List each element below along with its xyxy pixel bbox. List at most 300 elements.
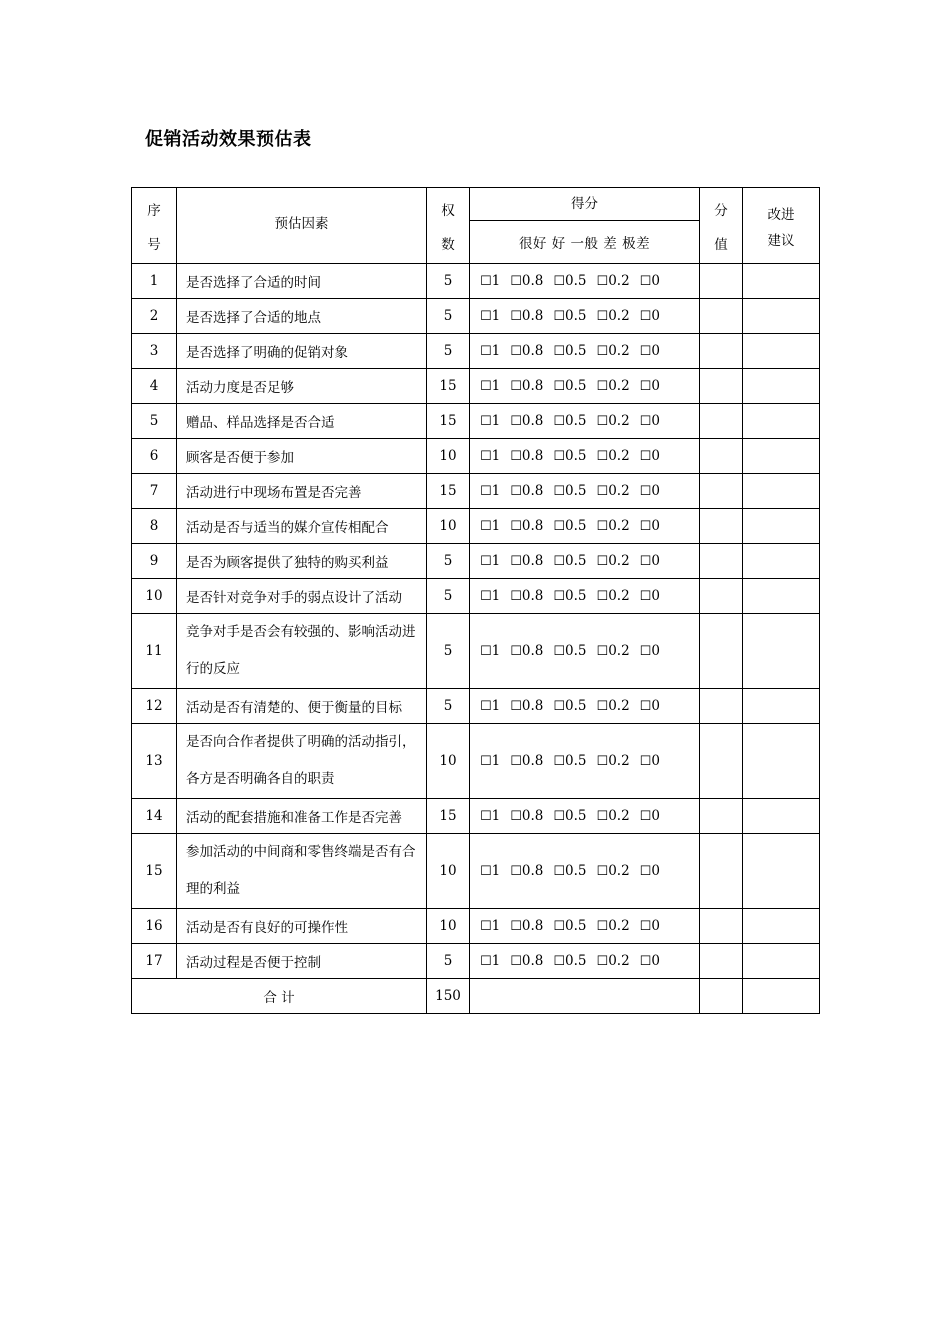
table-row [132, 439, 820, 474]
checkbox-icon[interactable]: ☐ [553, 954, 566, 969]
checkbox-icon[interactable]: ☐ [639, 589, 652, 604]
row-number: 8 [132, 509, 177, 544]
score-option[interactable] [553, 698, 586, 714]
row-factor: 顾客是否便于参加 [177, 439, 427, 474]
table-row [132, 944, 820, 979]
row-factor: 是否为顾客提供了独特的购买利益 [177, 544, 427, 579]
score-option-label: 0.8 [521, 553, 544, 569]
score-option[interactable] [510, 343, 543, 359]
row-factor: 是否向合作者提供了明确的活动指引，各方是否明确各自的职责 [177, 724, 427, 799]
row-number: 13 [132, 724, 177, 799]
score-option[interactable] [480, 343, 500, 359]
row-advice-cell[interactable] [743, 544, 820, 579]
checkbox-icon[interactable]: ☐ [639, 449, 652, 464]
total-label: 合 计 [132, 979, 427, 1014]
score-option-label: 0.8 [521, 863, 544, 879]
score-option-label: 0.2 [608, 753, 630, 769]
row-advice-cell[interactable] [743, 799, 820, 834]
checkbox-icon[interactable]: ☐ [639, 414, 652, 429]
row-number: 12 [132, 689, 177, 724]
row-score-options [470, 369, 700, 404]
header-value: 分 值 [700, 188, 743, 264]
row-value-cell[interactable] [700, 799, 743, 834]
score-option[interactable] [597, 918, 630, 934]
header-factor: 预估因素 [177, 188, 427, 264]
checkbox-icon[interactable]: ☐ [596, 344, 609, 359]
score-option[interactable] [510, 553, 543, 569]
row-value-cell[interactable] [700, 909, 743, 944]
score-option[interactable] [597, 863, 630, 879]
checkbox-icon[interactable]: ☐ [596, 644, 609, 659]
checkbox-icon[interactable]: ☐ [480, 954, 492, 969]
score-option[interactable] [640, 953, 660, 969]
checkbox-icon[interactable]: ☐ [639, 274, 652, 289]
row-weight: 15 [427, 474, 470, 509]
row-weight: 10 [427, 834, 470, 909]
score-option[interactable] [553, 308, 586, 324]
row-value-cell[interactable] [700, 439, 743, 474]
total-advice-cell[interactable] [743, 979, 820, 1014]
checkbox-icon[interactable]: ☐ [480, 754, 492, 769]
score-option[interactable] [640, 483, 660, 499]
checkbox-icon[interactable]: ☐ [553, 484, 566, 499]
row-weight: 10 [427, 509, 470, 544]
row-advice-cell[interactable] [743, 614, 820, 689]
score-option[interactable] [510, 483, 543, 499]
checkbox-icon[interactable]: ☐ [480, 309, 492, 324]
score-option[interactable] [480, 518, 500, 534]
checkbox-icon[interactable]: ☐ [553, 344, 566, 359]
checkbox-icon[interactable]: ☐ [553, 554, 566, 569]
row-advice-cell[interactable] [743, 689, 820, 724]
checkbox-icon[interactable]: ☐ [639, 379, 652, 394]
score-option-label: 0.5 [565, 643, 587, 659]
checkbox-icon[interactable]: ☐ [596, 699, 609, 714]
score-option-label: 0 [651, 698, 660, 714]
score-option[interactable] [597, 308, 630, 324]
score-option[interactable] [510, 863, 543, 879]
score-option-label: 0.2 [608, 343, 630, 359]
header-score-levels: 很好 好 一般 差 极差 [518, 236, 651, 252]
score-option[interactable] [480, 918, 500, 934]
checkbox-icon[interactable]: ☐ [553, 379, 566, 394]
score-option-label: 0.8 [521, 643, 544, 659]
score-option[interactable] [597, 483, 630, 499]
score-option[interactable] [510, 643, 543, 659]
row-factor: 活动是否与适当的媒介宣传相配合 [177, 509, 427, 544]
score-option[interactable] [480, 808, 500, 824]
header-row [132, 188, 820, 264]
row-weight: 5 [427, 264, 470, 299]
row-score-options [470, 799, 700, 834]
score-option[interactable] [640, 308, 660, 324]
score-option[interactable] [480, 643, 500, 659]
score-option-label: 0 [651, 273, 660, 289]
score-option-label: 0 [651, 953, 660, 969]
row-value-cell[interactable] [700, 474, 743, 509]
score-option-label: 0.5 [565, 518, 587, 534]
checkbox-icon[interactable]: ☐ [596, 954, 609, 969]
score-option-label: 0.8 [521, 918, 544, 934]
score-option[interactable] [480, 953, 500, 969]
score-option[interactable] [553, 378, 586, 394]
checkbox-icon[interactable]: ☐ [639, 644, 652, 659]
checkbox-icon[interactable]: ☐ [639, 309, 652, 324]
row-value-cell[interactable] [700, 834, 743, 909]
score-option-label: 0 [651, 483, 660, 499]
checkbox-icon[interactable]: ☐ [639, 754, 652, 769]
score-option[interactable] [640, 588, 660, 604]
score-option-label: 0.5 [565, 378, 587, 394]
score-option[interactable] [510, 518, 543, 534]
score-option[interactable] [640, 378, 660, 394]
checkbox-icon[interactable]: ☐ [553, 274, 566, 289]
checkbox-icon[interactable]: ☐ [510, 449, 522, 464]
score-option-label: 0.2 [608, 308, 630, 324]
checkbox-icon[interactable]: ☐ [480, 644, 492, 659]
row-score-options [470, 579, 700, 614]
checkbox-icon[interactable]: ☐ [596, 519, 609, 534]
checkbox-icon[interactable]: ☐ [480, 484, 492, 499]
score-option[interactable] [553, 448, 586, 464]
score-option-label: 1 [491, 343, 501, 359]
checkbox-icon[interactable]: ☐ [480, 379, 492, 394]
score-option-label: 1 [491, 863, 501, 879]
score-option[interactable] [553, 483, 586, 499]
row-advice-cell[interactable] [743, 579, 820, 614]
row-value-cell[interactable] [700, 509, 743, 544]
checkbox-icon[interactable]: ☐ [480, 589, 492, 604]
score-option-label: 1 [491, 413, 501, 429]
row-value-cell[interactable] [700, 264, 743, 299]
total-row [132, 979, 820, 1014]
checkbox-icon[interactable]: ☐ [639, 864, 652, 879]
table-row [132, 404, 820, 439]
checkbox-icon[interactable]: ☐ [553, 589, 566, 604]
score-option[interactable] [597, 643, 630, 659]
checkbox-icon[interactable]: ☐ [553, 414, 566, 429]
score-option[interactable] [553, 273, 586, 289]
score-option[interactable] [597, 753, 630, 769]
row-value-cell[interactable] [700, 369, 743, 404]
row-value-cell[interactable] [700, 544, 743, 579]
score-option-label: 1 [491, 698, 501, 714]
score-option-label: 0.5 [565, 953, 587, 969]
row-factor: 活动过程是否便于控制 [177, 944, 427, 979]
row-advice-cell[interactable] [743, 299, 820, 334]
score-option[interactable] [553, 588, 586, 604]
row-advice-cell[interactable] [743, 724, 820, 799]
checkbox-icon[interactable]: ☐ [596, 379, 609, 394]
row-value-cell[interactable] [700, 944, 743, 979]
score-option[interactable] [640, 413, 660, 429]
score-option[interactable] [597, 953, 630, 969]
checkbox-icon[interactable]: ☐ [480, 519, 492, 534]
checkbox-icon[interactable]: ☐ [480, 554, 492, 569]
score-option[interactable] [510, 588, 543, 604]
checkbox-icon[interactable]: ☐ [639, 554, 652, 569]
table-row [132, 579, 820, 614]
score-option[interactable] [597, 343, 630, 359]
checkbox-icon[interactable]: ☐ [596, 754, 609, 769]
score-option[interactable] [480, 483, 500, 499]
score-option-label: 1 [491, 918, 501, 934]
score-option-label: 0 [651, 343, 660, 359]
score-option-label: 0 [651, 553, 660, 569]
score-option[interactable] [553, 553, 586, 569]
score-option-label: 1 [491, 753, 501, 769]
checkbox-icon[interactable]: ☐ [480, 274, 492, 289]
checkbox-icon[interactable]: ☐ [639, 954, 652, 969]
score-option[interactable] [553, 918, 586, 934]
row-number: 7 [132, 474, 177, 509]
checkbox-icon[interactable]: ☐ [510, 809, 522, 824]
checkbox-icon[interactable]: ☐ [480, 344, 492, 359]
score-option-label: 1 [491, 808, 501, 824]
checkbox-icon[interactable]: ☐ [510, 344, 522, 359]
score-option-label: 0 [651, 308, 660, 324]
score-option[interactable] [510, 273, 543, 289]
score-option[interactable] [597, 448, 630, 464]
score-option[interactable] [480, 588, 500, 604]
checkbox-icon[interactable]: ☐ [510, 699, 522, 714]
row-factor: 活动的配套措施和准备工作是否完善 [177, 799, 427, 834]
row-score-options [470, 299, 700, 334]
score-option[interactable] [510, 413, 543, 429]
checkbox-icon[interactable]: ☐ [596, 449, 609, 464]
score-option[interactable] [597, 378, 630, 394]
score-option-label: 0.8 [521, 308, 544, 324]
score-option[interactable] [553, 643, 586, 659]
score-option[interactable] [597, 273, 630, 289]
row-number: 6 [132, 439, 177, 474]
checkbox-icon[interactable]: ☐ [639, 484, 652, 499]
score-option[interactable] [597, 553, 630, 569]
row-weight: 5 [427, 689, 470, 724]
checkbox-icon[interactable]: ☐ [553, 644, 566, 659]
score-option-label: 0.5 [565, 698, 587, 714]
checkbox-icon[interactable]: ☐ [596, 414, 609, 429]
score-option-label: 1 [491, 588, 501, 604]
score-option[interactable] [597, 808, 630, 824]
checkbox-icon[interactable]: ☐ [639, 519, 652, 534]
score-option[interactable] [480, 308, 500, 324]
checkbox-icon[interactable]: ☐ [510, 644, 522, 659]
row-weight: 5 [427, 544, 470, 579]
row-advice-cell[interactable] [743, 944, 820, 979]
score-option[interactable] [640, 448, 660, 464]
table-row [132, 509, 820, 544]
score-option-label: 0.2 [608, 273, 630, 289]
score-option-label: 0.2 [608, 953, 630, 969]
score-option[interactable] [597, 518, 630, 534]
checkbox-icon[interactable]: ☐ [596, 484, 609, 499]
score-option-label: 0.8 [521, 483, 544, 499]
checkbox-icon[interactable]: ☐ [510, 864, 522, 879]
score-option-label: 0.5 [565, 808, 587, 824]
score-option-label: 0.8 [521, 448, 544, 464]
score-option-label: 0.5 [565, 308, 587, 324]
checkbox-icon[interactable]: ☐ [510, 954, 522, 969]
checkbox-icon[interactable]: ☐ [480, 864, 492, 879]
row-number: 10 [132, 579, 177, 614]
score-option[interactable] [510, 698, 543, 714]
row-value-cell[interactable] [700, 299, 743, 334]
row-score-options [470, 439, 700, 474]
row-value-cell[interactable] [700, 614, 743, 689]
score-option[interactable] [510, 448, 543, 464]
score-option[interactable] [553, 953, 586, 969]
score-option-label: 0 [651, 518, 660, 534]
row-advice-cell[interactable] [743, 834, 820, 909]
checkbox-icon[interactable]: ☐ [480, 414, 492, 429]
score-option[interactable] [640, 808, 660, 824]
checkbox-icon[interactable]: ☐ [553, 519, 566, 534]
total-value-cell[interactable] [700, 979, 743, 1014]
score-option-label: 0.5 [565, 863, 587, 879]
score-option[interactable] [480, 448, 500, 464]
row-score-options [470, 724, 700, 799]
score-option[interactable] [510, 308, 543, 324]
score-option[interactable] [640, 753, 660, 769]
score-option-label: 0 [651, 448, 660, 464]
score-option-label: 1 [491, 553, 501, 569]
score-option-label: 0 [651, 753, 660, 769]
checkbox-icon[interactable]: ☐ [510, 414, 522, 429]
score-option[interactable] [640, 863, 660, 879]
checkbox-icon[interactable]: ☐ [510, 919, 522, 934]
score-option[interactable] [480, 413, 500, 429]
checkbox-icon[interactable]: ☐ [596, 864, 609, 879]
score-option[interactable] [597, 588, 630, 604]
score-option-label: 0.5 [565, 343, 587, 359]
row-value-cell[interactable] [700, 334, 743, 369]
checkbox-icon[interactable]: ☐ [510, 379, 522, 394]
score-option-label: 0.8 [521, 953, 544, 969]
row-score-options [470, 944, 700, 979]
checkbox-icon[interactable]: ☐ [510, 484, 522, 499]
score-option[interactable] [553, 753, 586, 769]
row-advice-cell[interactable] [743, 369, 820, 404]
score-option[interactable] [640, 918, 660, 934]
row-advice-cell[interactable] [743, 264, 820, 299]
row-number: 1 [132, 264, 177, 299]
row-value-cell[interactable] [700, 579, 743, 614]
checkbox-icon[interactable]: ☐ [639, 809, 652, 824]
total-score-cell[interactable] [470, 979, 700, 1014]
checkbox-icon[interactable]: ☐ [480, 919, 492, 934]
table-row [132, 474, 820, 509]
score-option[interactable] [510, 808, 543, 824]
row-advice-cell[interactable] [743, 509, 820, 544]
score-option-label: 0.5 [565, 273, 587, 289]
score-option[interactable] [640, 643, 660, 659]
checkbox-icon[interactable]: ☐ [596, 809, 609, 824]
score-option[interactable] [480, 753, 500, 769]
checkbox-icon[interactable]: ☐ [596, 919, 609, 934]
checkbox-icon[interactable]: ☐ [553, 919, 566, 934]
checkbox-icon[interactable]: ☐ [553, 754, 566, 769]
checkbox-icon[interactable]: ☐ [510, 309, 522, 324]
score-option[interactable] [553, 863, 586, 879]
checkbox-icon[interactable]: ☐ [510, 519, 522, 534]
checkbox-icon[interactable]: ☐ [510, 554, 522, 569]
row-value-cell[interactable] [700, 689, 743, 724]
score-option-label: 0 [651, 378, 660, 394]
row-number: 3 [132, 334, 177, 369]
score-option-label: 0 [651, 918, 660, 934]
score-option-label: 0.5 [565, 918, 587, 934]
checkbox-icon[interactable]: ☐ [480, 449, 492, 464]
score-option[interactable] [640, 518, 660, 534]
checkbox-icon[interactable]: ☐ [596, 554, 609, 569]
score-option[interactable] [510, 753, 543, 769]
checkbox-icon[interactable]: ☐ [480, 699, 492, 714]
score-option-label: 0.5 [565, 448, 587, 464]
checkbox-icon[interactable]: ☐ [553, 809, 566, 824]
score-option[interactable] [480, 698, 500, 714]
score-option[interactable] [640, 553, 660, 569]
score-option[interactable] [510, 378, 543, 394]
score-option[interactable] [553, 518, 586, 534]
score-option-label: 1 [491, 308, 501, 324]
row-factor: 活动是否有良好的可操作性 [177, 909, 427, 944]
score-option[interactable] [510, 953, 543, 969]
score-option[interactable] [597, 698, 630, 714]
checkbox-icon[interactable]: ☐ [553, 864, 566, 879]
checkbox-icon[interactable]: ☐ [510, 274, 522, 289]
row-weight: 5 [427, 334, 470, 369]
checkbox-icon[interactable]: ☐ [553, 309, 566, 324]
score-option[interactable] [640, 698, 660, 714]
score-option[interactable] [480, 863, 500, 879]
score-option[interactable] [510, 918, 543, 934]
score-option[interactable] [553, 413, 586, 429]
checkbox-icon[interactable]: ☐ [596, 274, 609, 289]
checkbox-icon[interactable]: ☐ [639, 699, 652, 714]
score-option[interactable] [480, 378, 500, 394]
checkbox-icon[interactable]: ☐ [639, 344, 652, 359]
row-advice-cell[interactable] [743, 439, 820, 474]
row-advice-cell[interactable] [743, 334, 820, 369]
row-value-cell[interactable] [700, 724, 743, 799]
checkbox-icon[interactable]: ☐ [639, 919, 652, 934]
checkbox-icon[interactable]: ☐ [480, 809, 492, 824]
score-option[interactable] [640, 343, 660, 359]
row-value-cell[interactable] [700, 404, 743, 439]
score-option[interactable] [553, 343, 586, 359]
checkbox-icon[interactable]: ☐ [553, 449, 566, 464]
score-option-label: 1 [491, 448, 501, 464]
score-option[interactable] [480, 553, 500, 569]
row-weight: 10 [427, 439, 470, 474]
row-score-options [470, 689, 700, 724]
row-advice-cell[interactable] [743, 909, 820, 944]
checkbox-icon[interactable]: ☐ [553, 699, 566, 714]
checkbox-icon[interactable]: ☐ [510, 589, 522, 604]
checkbox-icon[interactable]: ☐ [596, 309, 609, 324]
score-option[interactable] [597, 413, 630, 429]
row-advice-cell[interactable] [743, 474, 820, 509]
checkbox-icon[interactable]: ☐ [510, 754, 522, 769]
checkbox-icon[interactable]: ☐ [596, 589, 609, 604]
score-option[interactable] [553, 808, 586, 824]
row-advice-cell[interactable] [743, 404, 820, 439]
score-option[interactable] [480, 273, 500, 289]
score-option-label: 0.8 [521, 588, 544, 604]
score-option[interactable] [640, 273, 660, 289]
table-row [132, 834, 820, 909]
